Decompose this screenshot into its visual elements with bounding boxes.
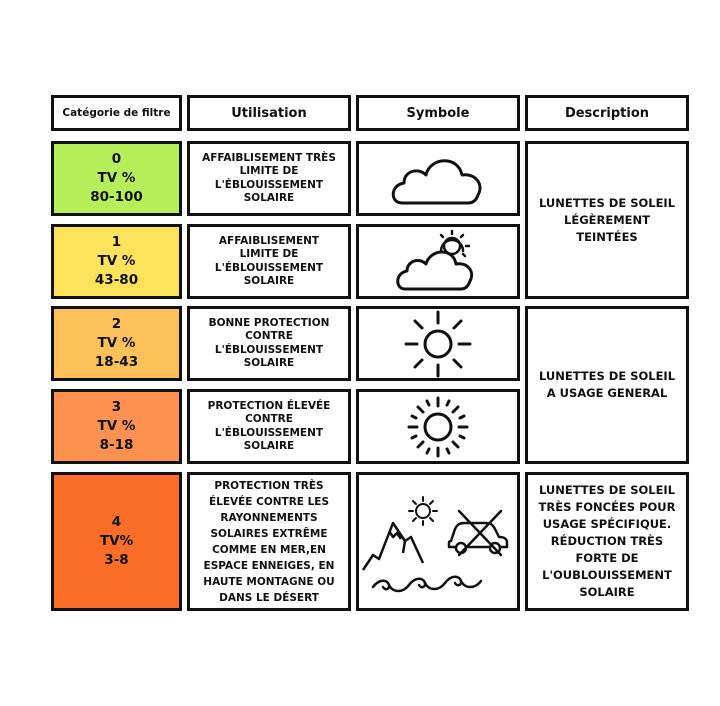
usage-cell-1: AFFAIBLISEMENT LIMITE DE L'ÉBLOUISSEMENT SOLAIRE (187, 224, 351, 299)
category-number: 2 (111, 316, 122, 332)
waves-icon (373, 577, 481, 591)
symbol-cell-3 (356, 389, 520, 464)
category-cell-0 (51, 141, 182, 216)
usage-cell-2: BONNE PROTECTION CONTRE L'ÉBLOUISSEMENT SOLAIRE (187, 306, 351, 381)
category-tv-label: TV % (97, 335, 136, 351)
category-range: 3-8 (104, 552, 129, 568)
category-range: 18-43 (94, 354, 139, 370)
cloud-icon (388, 149, 488, 209)
description-cell-1: LUNETTES DE SOLEIL A USAGE GENERAL (525, 306, 689, 464)
category-range: 8-18 (99, 437, 134, 453)
category-tv-label: TV % (97, 170, 136, 186)
usage-cell-0: AFFAIBLISEMENT TRÈS LIMITE DE L'ÉBLOUISSEMENT SOLAIRE (187, 141, 351, 216)
mountain-sun-sea-no-driving-icon (359, 475, 517, 608)
sun-icon (403, 309, 473, 379)
category-number: 3 (111, 399, 122, 415)
category-number: 0 (111, 151, 122, 167)
usage-cell-4: PROTECTION TRÈS ÉLEVÉE CONTRE LES RAYONNEMENTS SOLAIRES EXTRÊME COMME EN MER,EN ESPACE ENNEIGES, EN HAUTE MONTAGNE OU DANS LE DÉSERT (187, 472, 351, 611)
header-category: Catégorie de filtre (51, 95, 182, 131)
category-cell-3 (51, 389, 182, 464)
no-driving-icon (449, 511, 507, 555)
symbol-cell-0 (356, 141, 520, 216)
category-number: 4 (111, 514, 122, 530)
category-cell-2 (51, 306, 182, 381)
description-cell-2: LUNETTES DE SOLEIL TRÈS FONCÉES POUR USAGE SPÉCIFIQUE. RÉDUCTION TRÈS FORTE DE L'OUBLOUISSEMENT SOLAIRE (525, 472, 689, 611)
category-number: 1 (111, 234, 122, 250)
description-cell-0: LUNETTES DE SOLEIL LÉGÈREMENT TEINTÉES (525, 141, 689, 299)
usage-cell-3: PROTECTION ÉLEVÉE CONTRE L'ÉBLOUISSEMENT SOLAIRE (187, 389, 351, 464)
symbol-cell-2 (356, 306, 520, 381)
category-cell-4 (51, 472, 182, 611)
header-description: Description (525, 95, 689, 131)
header-symbol: Symbole (356, 95, 520, 131)
category-cell-1 (51, 224, 182, 299)
mountain-icon (363, 523, 423, 570)
small-sun-icon (409, 497, 437, 525)
symbol-cell-1 (356, 224, 520, 299)
sun-behind-cloud-icon (393, 229, 483, 295)
header-usage: Utilisation (187, 95, 351, 131)
bright-sun-icon (405, 394, 471, 460)
category-tv-label: TV % (97, 253, 136, 269)
category-range: 43-80 (94, 272, 139, 288)
symbol-cell-4 (356, 472, 520, 611)
category-tv-label: TV % (97, 418, 136, 434)
category-tv-label: TV% (99, 533, 134, 549)
category-range: 80-100 (90, 189, 143, 205)
